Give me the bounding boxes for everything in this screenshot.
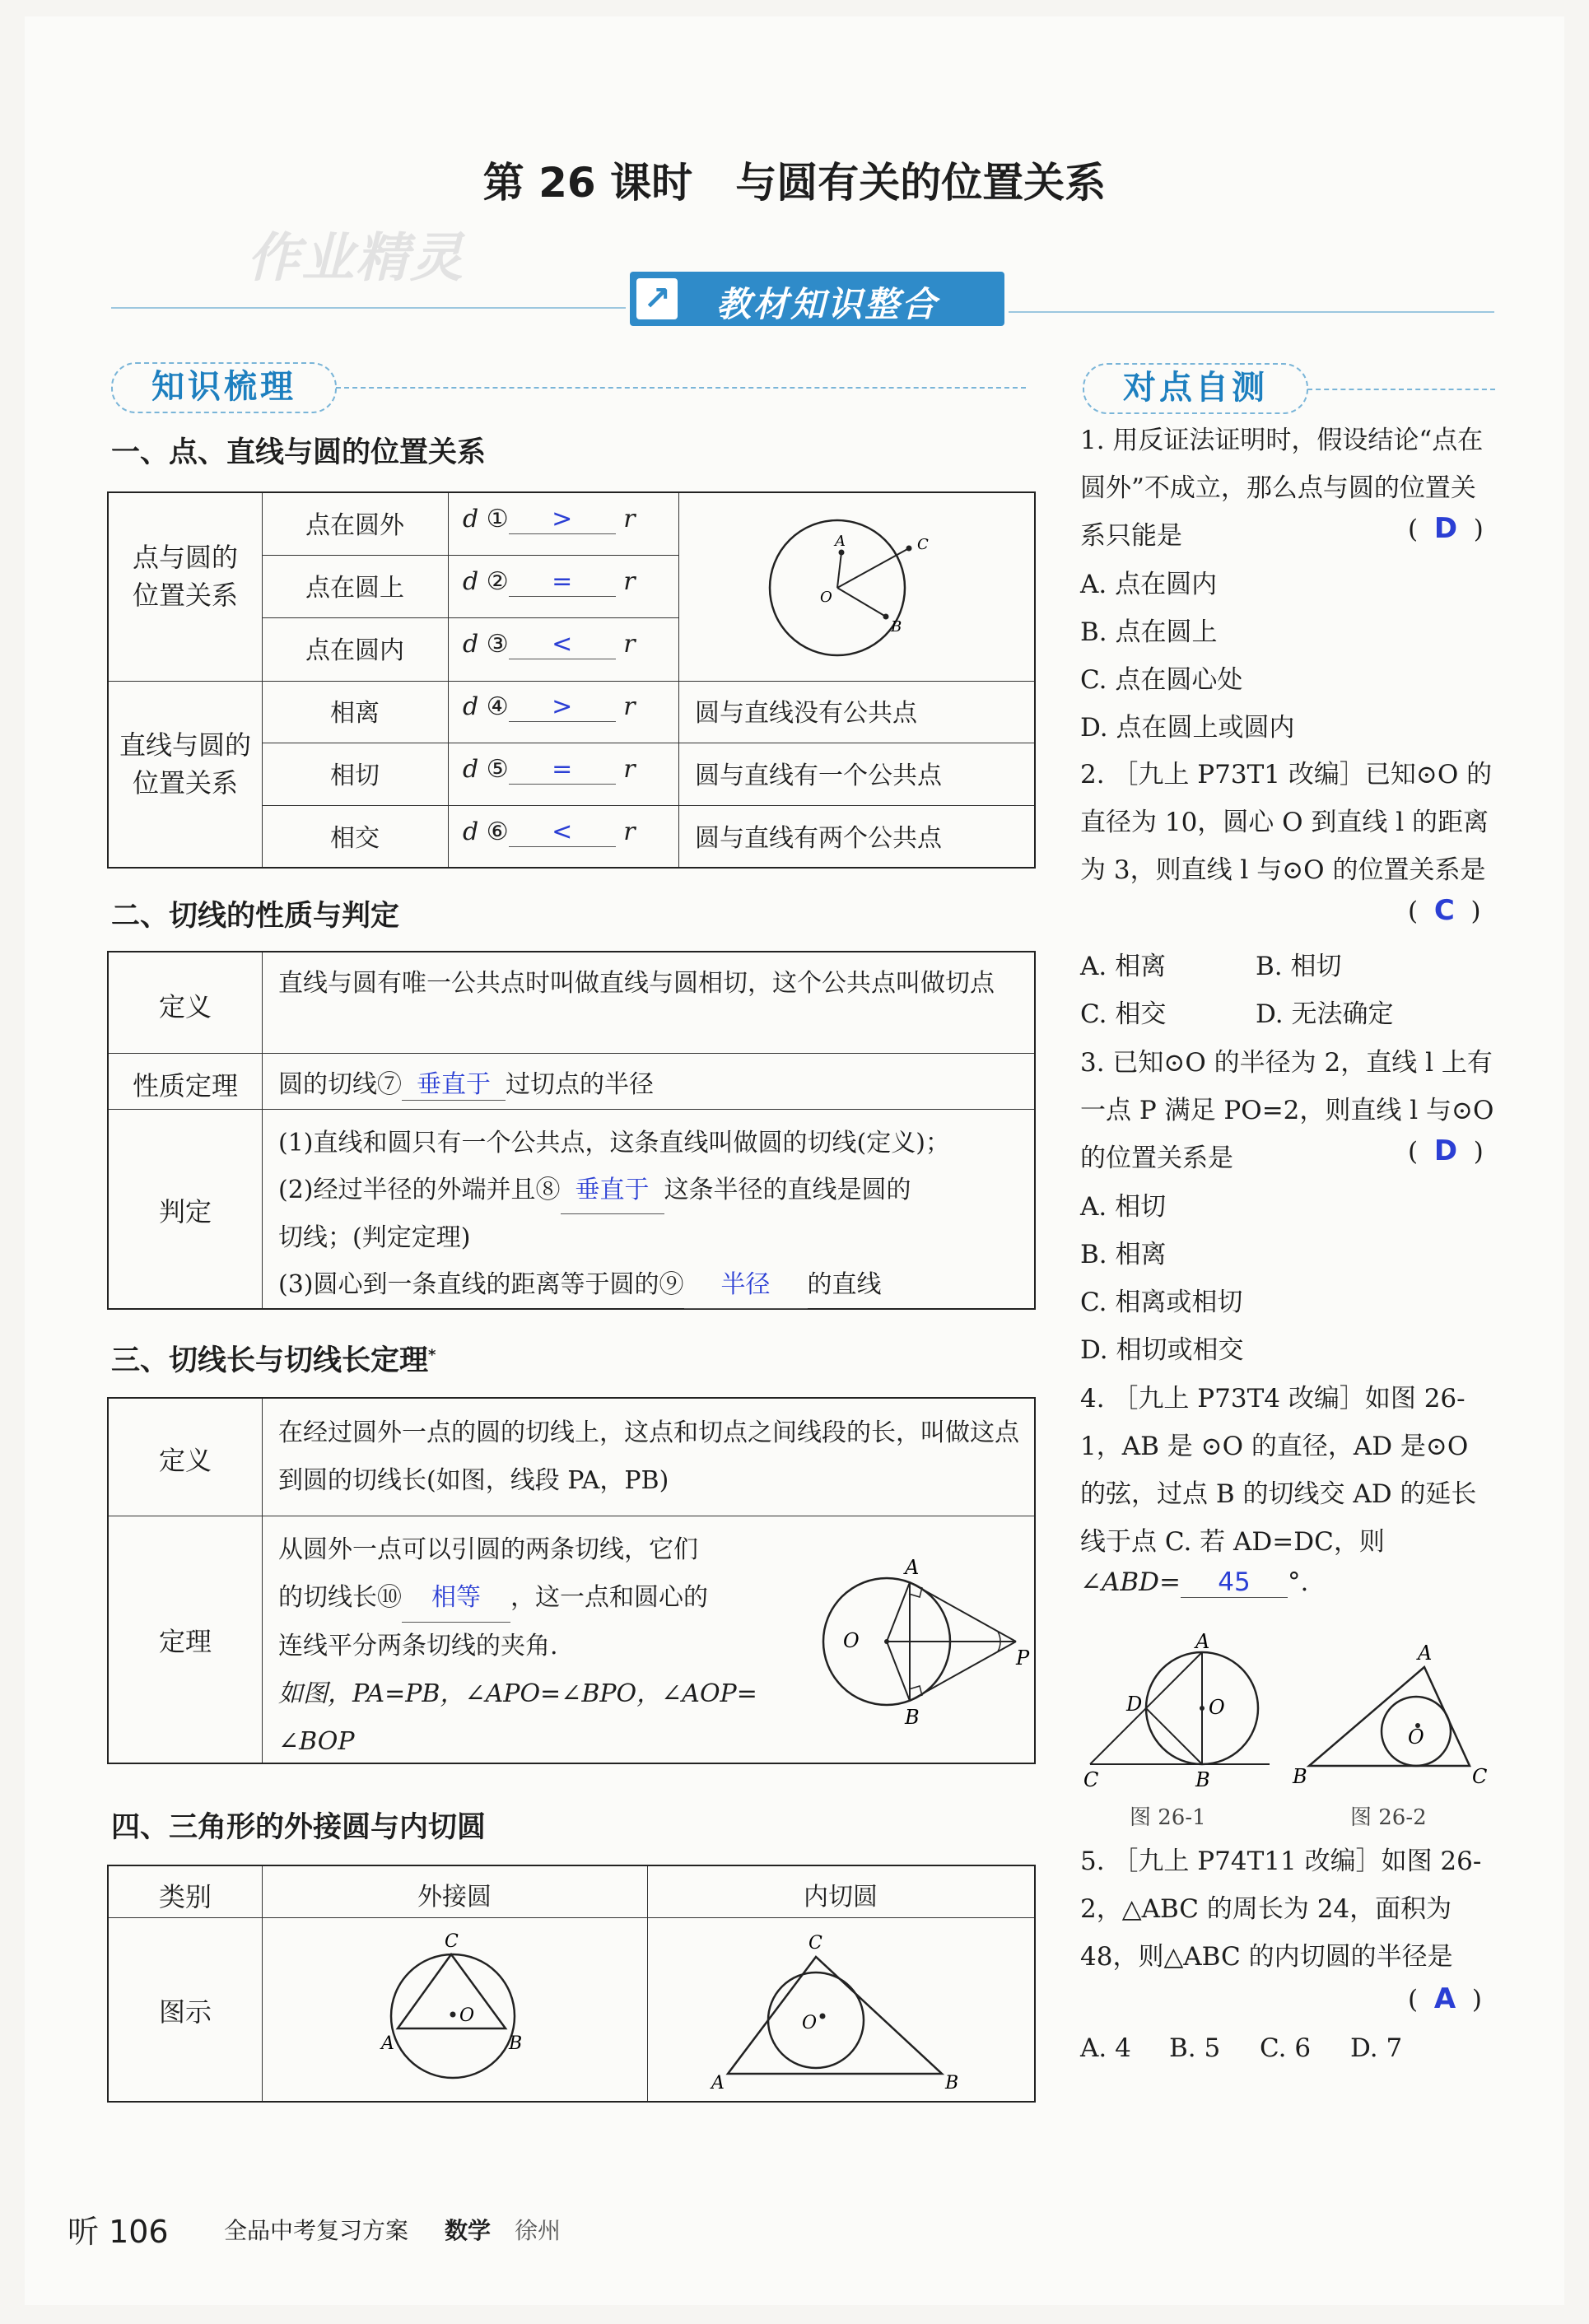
tl-label-o: O	[843, 1629, 860, 1652]
section-banner	[630, 272, 1004, 326]
question-5: 5. ［九上 P74T11 改编］如图 26-2，△ABC 的周长为 24，面积为 48，则△ABC 的内切圆的半径是	[1080, 1847, 1482, 1972]
answer-9: 半径	[684, 1261, 808, 1309]
q4-answer: 45	[1181, 1567, 1288, 1598]
cc-label-c: C	[445, 1931, 459, 1952]
row5-desc: 圆与直线有一个公共点	[695, 761, 942, 790]
question-1: 1. 用反证法证明时，假设结论“点在圆外”不成立，那么点与圆的位置关系只能是	[1080, 426, 1484, 551]
tangent-table	[107, 951, 1036, 1310]
q3-option-a: A. 相切	[1080, 1192, 1167, 1222]
def-text: 直线与圆有唯一公共点时叫做直线与圆相切，这个公共点叫做切点	[278, 969, 995, 998]
row6-desc: 圆与直线有两个公共点	[695, 824, 942, 853]
judge-label: 判定	[158, 1196, 212, 1227]
answer-10: 相等	[402, 1574, 510, 1623]
banner-rule-right	[1009, 311, 1494, 313]
pill-line-left	[336, 387, 1026, 389]
q3-option-b: B. 相离	[1080, 1240, 1167, 1269]
pill-self-test: 对点自测	[1083, 363, 1308, 414]
q5-option-b: B. 5	[1169, 2033, 1221, 2063]
f2-label-a: A	[1418, 1642, 1433, 1665]
row3-name: 点在圆内	[305, 636, 404, 665]
row6-name: 相交	[330, 824, 380, 853]
judge-rule-2: (2)经过半径的外端并且⑧ 垂直于 这条半径的直线是圆的	[278, 1167, 1027, 1214]
row-figure-label: 图示	[158, 1996, 212, 2028]
section4-heading: 四、三角形的外接圆与内切圆	[111, 1811, 487, 1844]
f2-label-o: O	[1408, 1726, 1424, 1749]
group-point-circle: 点与圆的 位置关系	[132, 542, 238, 611]
page-title	[0, 150, 1589, 209]
col-circumcircle: 外接圆	[417, 1883, 492, 1912]
book-title: 全品中考复习方案	[224, 2217, 409, 2244]
tangent-length-table	[107, 1397, 1036, 1764]
q2-option-c: C. 相交	[1080, 999, 1167, 1029]
f2-label-c: C	[1472, 1765, 1488, 1788]
arrow-icon: ↗	[636, 278, 678, 319]
cc-label-o: O	[459, 2005, 475, 2026]
group-line-circle: 直线与圆的 位置关系	[119, 729, 251, 799]
f1-label-a: A	[1195, 1630, 1210, 1653]
q5-option-a: A. 4	[1080, 2033, 1131, 2063]
row5-name: 相切	[330, 761, 380, 790]
answer-5: =	[509, 755, 616, 785]
answer-1: >	[509, 505, 616, 534]
banner-rule-left	[111, 307, 626, 309]
question-3: 3. 已知⊙O 的半径为 2，直线 l 上有一点 P 满足 PO=2，则直线 l 与⊙O 的位置关系是	[1080, 1048, 1494, 1173]
answer-6: <	[509, 817, 616, 847]
watermark: 作业精灵	[247, 228, 464, 289]
q2-option-d: D. 无法确定	[1256, 999, 1394, 1029]
q1-answer: ( D )	[1408, 512, 1484, 545]
q2-option-a: A. 相离	[1080, 952, 1167, 981]
page-number: 听 106	[68, 2214, 169, 2250]
lesson-number: 第 26 课时	[482, 159, 693, 207]
row1-name: 点在圆外	[305, 511, 404, 540]
def-label: 定义	[158, 991, 212, 1022]
question-2: 2. ［九上 P73T1 改编］已知⊙O 的直径为 10，圆心 O 到直线 l 的距离为 3，则直线 l 与⊙O 的位置关系是	[1080, 760, 1493, 885]
row5-relation: d ⑤ = r	[463, 755, 636, 784]
fig1-label-b: B	[891, 618, 902, 636]
col-incircle: 内切圆	[804, 1883, 878, 1912]
q1-option-c: C. 点在圆心处	[1080, 665, 1243, 695]
row3-relation: d ③ < r	[463, 630, 636, 659]
tangent-length-figure	[792, 1518, 1034, 1763]
section1-heading: 一、点、直线与圆的位置关系	[111, 436, 487, 469]
banner-label: 教材知识整合	[716, 284, 939, 324]
cc-label-a: A	[381, 2033, 394, 2054]
q1-option-b: B. 点在圆上	[1080, 617, 1218, 647]
ic-label-o: O	[802, 2013, 818, 2033]
ic-label-b: B	[945, 2073, 959, 2093]
row4-desc: 圆与直线没有公共点	[695, 699, 917, 728]
answer-2: =	[509, 567, 616, 597]
judge-rule-3: (3)圆心到一条直线的距离等于圆的⑨ 半径 的直线	[278, 1261, 1027, 1309]
q2-answer: ( C )	[1408, 894, 1481, 927]
tl-label-b: B	[905, 1706, 920, 1729]
cc-label-b: B	[509, 2033, 523, 2054]
answer-7: 垂直于	[402, 1064, 506, 1101]
fig1-label-a: A	[835, 533, 846, 550]
f1-label-b: B	[1195, 1768, 1210, 1791]
prop-text: 圆的切线⑦ 垂直于 过切点的半径	[278, 1064, 1019, 1101]
fig-26-1-caption: 图 26-1	[1130, 1805, 1206, 1830]
subject: 数学	[445, 2217, 492, 2244]
q1-option-d: D. 点在圆上或圆内	[1080, 713, 1295, 743]
row1-relation: d ① > r	[463, 505, 636, 533]
pill-knowledge: 知识梳理	[111, 362, 337, 413]
triangle-circle-table	[107, 1865, 1036, 2103]
answer-4: >	[509, 692, 616, 722]
tl-label-a: A	[905, 1556, 920, 1579]
f1-label-o: O	[1209, 1696, 1225, 1719]
lesson-title: 与圆有关的位置关系	[735, 159, 1107, 207]
judge-rule-1: (1)直线和圆只有一个公共点，这条直线叫做圆的切线(定义)；	[278, 1129, 950, 1157]
answer-8: 垂直于	[561, 1167, 664, 1214]
q5-option-d: D. 7	[1350, 2033, 1403, 2063]
q1-option-a: A. 点在圆内	[1080, 570, 1218, 599]
col-category: 类别	[158, 1881, 212, 1912]
city: 徐州	[515, 2217, 562, 2244]
position-table	[107, 491, 1036, 869]
row6-relation: d ⑥ < r	[463, 817, 636, 846]
section3-heading: 三、切线长与切线长定理*	[111, 1344, 436, 1377]
def-text-2: 在经过圆外一点的圆的切线上，这点和切点之间线段的长，叫做这点到圆的切线长(如图，线段 PA，PB)	[278, 1418, 1019, 1495]
prop-label: 性质定理	[132, 1070, 238, 1101]
q3-option-d: D. 相切或相交	[1080, 1335, 1244, 1365]
section2-heading: 二、切线的性质与判定	[111, 900, 400, 933]
tl-label-p: P	[1016, 1646, 1030, 1670]
judge-rule-2-cont: 切线；(判定定理)	[278, 1223, 471, 1252]
q3-answer: ( D )	[1408, 1134, 1484, 1167]
thm-text: 从圆外一点可以引圆的两条切线，它们 的切线长⑩ 相等 ，这一点和圆心的 连线平分两条切线的夹角. 如图，PA=PB，∠APO=∠BPO，∠AOP= ∠BOP	[278, 1535, 757, 1756]
question-4: 4. ［九上 P73T4 改编］如图 26-1，AB 是 ⊙O 的直径，AD 是⊙O 的弦，过点 B 的切线交 AD 的延长线于点 C. 若 AD=DC，则	[1080, 1384, 1477, 1557]
q4-blank: ∠ABD= 45 °.	[1080, 1567, 1309, 1597]
q5-option-c: C. 6	[1260, 2033, 1312, 2063]
fig-26-2-caption: 图 26-2	[1350, 1805, 1427, 1830]
circumcircle-figure	[262, 1917, 647, 2101]
q2-option-b: B. 相切	[1256, 952, 1342, 981]
row2-name: 点在圆上	[305, 574, 404, 603]
answer-3: <	[509, 630, 616, 659]
thm-label: 定理	[158, 1626, 212, 1657]
ic-label-c: C	[808, 1933, 822, 1954]
f1-label-d: D	[1126, 1693, 1143, 1716]
q5-answer: ( A )	[1408, 1982, 1482, 2015]
def-label-2: 定义	[158, 1445, 212, 1476]
fig1-label-o: O	[820, 589, 832, 606]
row4-relation: d ④ > r	[463, 692, 636, 721]
q3-option-c: C. 相离或相切	[1080, 1288, 1243, 1317]
row4-name: 相离	[330, 699, 380, 728]
fig1-label-c: C	[917, 536, 929, 553]
figures-26	[1079, 1630, 1507, 1836]
row2-relation: d ② = r	[463, 567, 636, 596]
f2-label-b: B	[1293, 1765, 1307, 1788]
judge-text	[278, 1120, 1027, 1309]
ic-label-a: A	[711, 2073, 725, 2093]
point-circle-figure	[678, 493, 1034, 681]
f1-label-c: C	[1083, 1768, 1099, 1791]
incircle-figure	[647, 1917, 1034, 2101]
pill-line-right	[1307, 389, 1495, 390]
